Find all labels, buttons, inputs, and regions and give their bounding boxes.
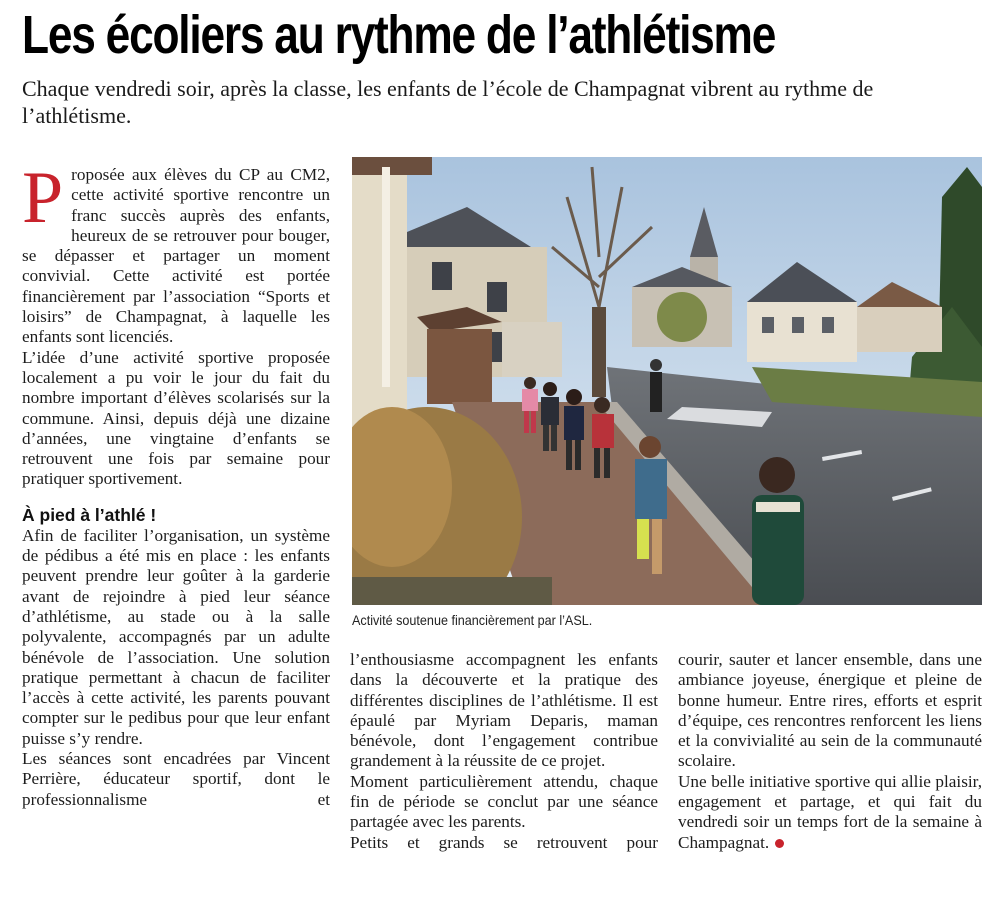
paragraph-5: l’enthousiasme accompagnent les enfants dans la découverte et la pratique des différentes disciplines de l’athlétisme. Il est épaulé par Myriam Deparis, maman bénévole, dont l’engagement contribue grandement à la réussite de ce projet.: [350, 650, 658, 771]
column-3: [678, 650, 982, 853]
headline: Les écoliers au rythme de l’athlétisme: [22, 5, 776, 65]
standfirst: Chaque vendredi soir, après la classe, les enfants de l’école de Champagnat vibrent au rythme de l’athlétisme.: [22, 76, 874, 128]
photo-illustration: [352, 157, 982, 605]
paragraph-3: Afin de faciliter l’organisation, un système de pédibus a été mis en place : les enfants peuvent prendre leur goûter à la garderie avant de rejoindre à pied leur séance d’athlétisme, au stade ou à la salle polyvalente, accompagnés par un adulte bénévole de l’association. Une solution pratique permettant à chacun de faciliter l’accès à cette activité, les parents pouvant compter sur le pedibus pour que leur enfant puisse s’y rendre.: [22, 525, 330, 748]
article-photo: [352, 157, 982, 605]
paragraph-8: courir, sauter et lancer ensemble, dans une ambiance joyeuse, énergique et pleine de bonne humeur. Entre rires, efforts et esprit d’équipe, ces rencontres renforcent les liens et la convivialité au sein de la communauté scolaire.: [678, 650, 982, 771]
paragraph-4: Les séances sont encadrées par Vincent Perrière, éducateur sportif, dont le professionnalisme et: [22, 749, 330, 809]
paragraph-6: Moment particulièrement attendu, chaque fin de période se conclut par une séance partagée avec les parents.: [350, 771, 658, 832]
paragraph-1-text: roposée aux élèves du CP au CM2, cette activité sportive rencontre un franc succès auprès des enfants, heureux de se retrouver pour bouger, se dépasser et partager un moment convivial. Cette activité est portée financièrement par l’association “Sports et loisirs” de Champagnat, à laquelle les enfants sont licenciés.: [22, 165, 330, 347]
photo-caption: Activité soutenue financièrement par l’ASL.: [352, 612, 593, 628]
subheading: À pied à l’athlé !: [22, 504, 157, 525]
paragraph-7: Petits et grands se retrouvent pour: [350, 832, 658, 852]
paragraph-9: [678, 772, 982, 853]
end-mark-icon: [775, 839, 784, 848]
paragraph-9-text: Une belle initiative sportive qui allie plaisir, engagement et partage, et qui fait du vendredi soir un temps fort de la semaine à Champagnat.: [678, 771, 982, 852]
column-1: [22, 157, 330, 810]
drop-cap: P: [22, 157, 64, 239]
paragraph-2: L’idée d’une activité sportive proposée localement a pu voir le jour du fait du nombre important d’élèves scolarisés sur la commune. Ainsi, depuis déjà une dizaine d’années, une vingtaine d’enfants se retrouvent une fois par semaine pour pratiquer sportivement.: [22, 347, 330, 489]
paragraph-1: [22, 157, 330, 348]
column-2: [350, 650, 658, 853]
